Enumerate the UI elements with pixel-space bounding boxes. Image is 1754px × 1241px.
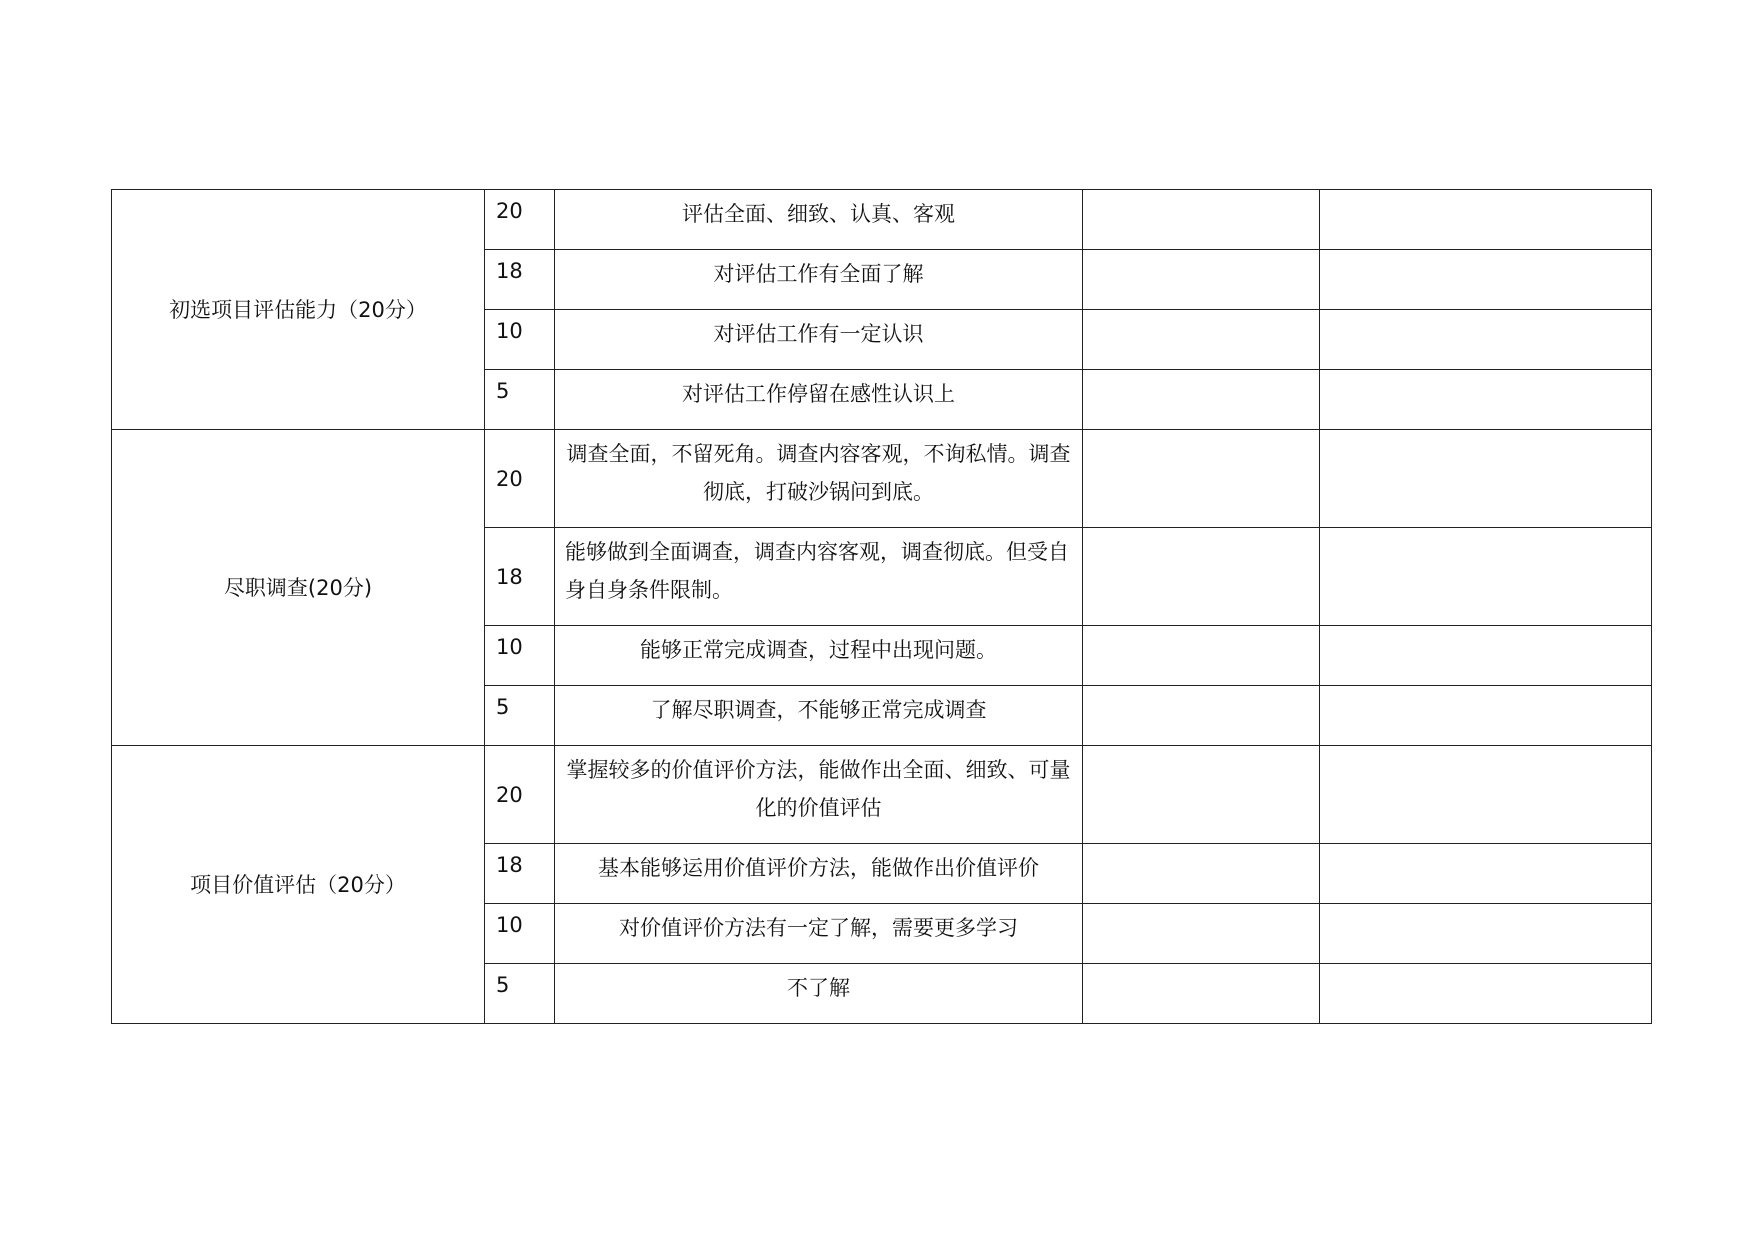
empty-cell (1320, 686, 1652, 746)
description-cell: 调查全面，不留死角。调查内容客观，不询私情。调查彻底，打破沙锅问到底。 (555, 430, 1083, 528)
description-cell: 能够做到全面调查，调查内容客观，调查彻底。但受自身自身条件限制。 (555, 528, 1083, 626)
empty-cell (1320, 528, 1652, 626)
empty-cell (1083, 964, 1320, 1024)
empty-cell (1083, 746, 1320, 844)
empty-cell (1320, 310, 1652, 370)
empty-cell (1320, 746, 1652, 844)
empty-cell (1320, 964, 1652, 1024)
score-cell: 10 (485, 904, 555, 964)
evaluation-table (111, 189, 1652, 1024)
description-cell: 不了解 (555, 964, 1083, 1024)
description-cell: 对价值评价方法有一定了解，需要更多学习 (555, 904, 1083, 964)
empty-cell (1083, 430, 1320, 528)
score-cell: 20 (485, 190, 555, 250)
score-cell: 10 (485, 626, 555, 686)
score-cell: 5 (485, 964, 555, 1024)
empty-cell (1320, 626, 1652, 686)
empty-cell (1083, 626, 1320, 686)
empty-cell (1320, 370, 1652, 430)
empty-cell (1320, 190, 1652, 250)
empty-cell (1083, 844, 1320, 904)
empty-cell (1083, 190, 1320, 250)
category-cell: 尽职调查(20分) (112, 430, 485, 746)
empty-cell (1320, 430, 1652, 528)
category-cell: 初选项目评估能力（20分） (112, 190, 485, 430)
description-cell: 基本能够运用价值评价方法，能做作出价值评价 (555, 844, 1083, 904)
description-cell: 对评估工作有全面了解 (555, 250, 1083, 310)
score-cell: 20 (485, 430, 555, 528)
score-cell: 18 (485, 528, 555, 626)
empty-cell (1083, 370, 1320, 430)
score-cell: 5 (485, 370, 555, 430)
score-cell: 10 (485, 310, 555, 370)
description-cell: 评估全面、细致、认真、客观 (555, 190, 1083, 250)
description-cell: 对评估工作有一定认识 (555, 310, 1083, 370)
empty-cell (1083, 310, 1320, 370)
empty-cell (1320, 904, 1652, 964)
table-row (112, 746, 1652, 844)
description-cell: 掌握较多的价值评价方法，能做作出全面、细致、可量化的价值评估 (555, 746, 1083, 844)
score-cell: 5 (485, 686, 555, 746)
empty-cell (1320, 250, 1652, 310)
empty-cell (1083, 686, 1320, 746)
empty-cell (1083, 528, 1320, 626)
description-cell: 了解尽职调查，不能够正常完成调查 (555, 686, 1083, 746)
score-cell: 18 (485, 250, 555, 310)
empty-cell (1320, 844, 1652, 904)
empty-cell (1083, 904, 1320, 964)
description-cell: 对评估工作停留在感性认识上 (555, 370, 1083, 430)
score-cell: 18 (485, 844, 555, 904)
score-cell: 20 (485, 746, 555, 844)
table-row (112, 190, 1652, 250)
table-row (112, 430, 1652, 528)
category-cell: 项目价值评估（20分） (112, 746, 485, 1024)
empty-cell (1083, 250, 1320, 310)
description-cell: 能够正常完成调查，过程中出现问题。 (555, 626, 1083, 686)
